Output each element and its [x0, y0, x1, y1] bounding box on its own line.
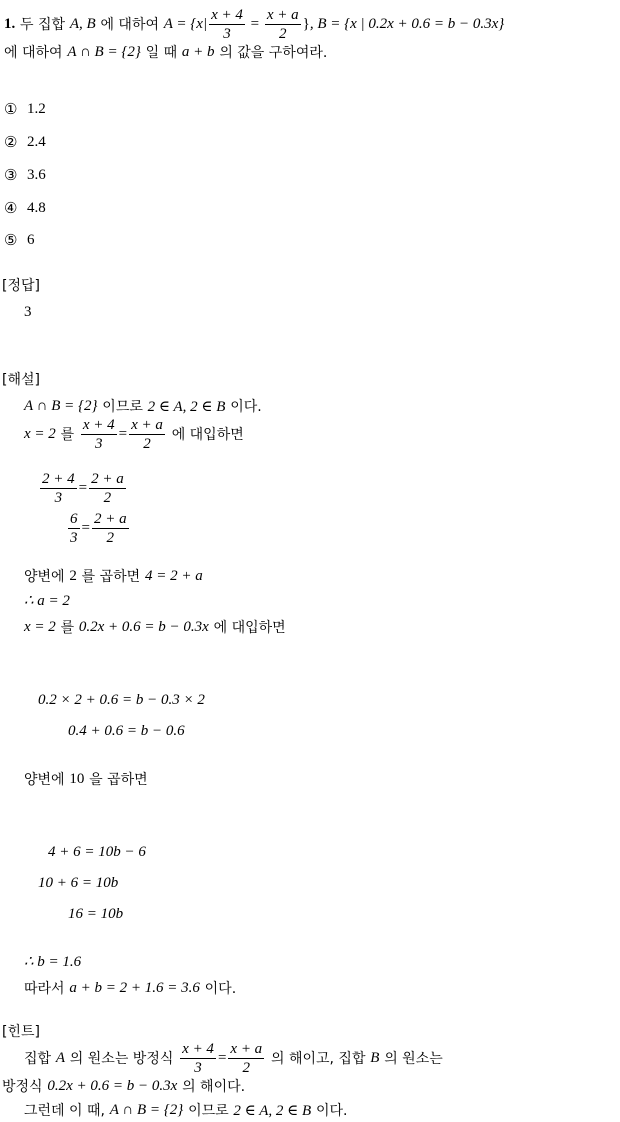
option-value: 2.4: [27, 133, 46, 150]
solution-text: 이다.: [230, 399, 262, 415]
solution-text: 를 곱하면: [81, 569, 141, 585]
solution-line-6: [24, 769, 148, 789]
equation-1: $\frac{2 + 4}{3}$ = $\frac{2 + a}{2}$: [42, 470, 124, 506]
math-expr: A ∩ B = {2}: [109, 1101, 184, 1118]
fraction: [81, 416, 117, 453]
numerator: 2 + 4: [42, 470, 75, 487]
hint-line-1: [24, 1038, 443, 1078]
numerator: 2 + a: [93, 510, 127, 527]
equation-7: 16 = 10b: [68, 906, 124, 922]
problem-text: 의 값을 구하여라.: [219, 45, 328, 61]
denominator: 3: [194, 1059, 202, 1076]
hint-text: 이다.: [315, 1103, 348, 1119]
equation-3: 0.2 × 2 + 0.6 = b − 0.3 × 2: [38, 692, 205, 708]
solution-line-8: [24, 978, 236, 998]
math-expr: 2 ∈ A, 2 ∈ B: [147, 398, 226, 415]
fraction: [209, 6, 245, 43]
equation-2: $\frac{6}{3}$ = $\frac{2 + a}{2}$: [70, 510, 127, 546]
hint-text: 의 원소는 방정식: [69, 1051, 174, 1067]
option-value: 1.2: [27, 100, 46, 117]
problem-number: 1.: [4, 15, 16, 32]
math-expr: x = 2: [24, 425, 56, 442]
fraction: [265, 6, 301, 43]
math-expr: , B = {x | 0.2x + 0.6 = b − 0.3x}: [309, 15, 505, 32]
option-3[interactable]: [4, 166, 46, 184]
denominator: 3: [223, 25, 231, 42]
hint-text: 이므로: [188, 1103, 229, 1119]
option-4[interactable]: [4, 199, 46, 217]
equation-5: 4 + 6 = 10b − 6: [48, 844, 146, 860]
denominator: 2: [103, 489, 112, 506]
option-5[interactable]: [4, 231, 35, 249]
problem-line-2: [4, 42, 327, 62]
problem-line-1: 1. 두 집합 A, B 에 대하여 A = {x| $\frac{x + 4}{3}$ = $\frac{x + a}{2}$ } , B = {x | 0.2x + 0.6 = b − 0.3x}: [4, 6, 505, 42]
equation-6: 10 + 6 = 10b: [38, 875, 119, 891]
fraction: [180, 1040, 216, 1077]
solution-line-5: [24, 617, 286, 637]
problem-text: 두 집합: [20, 17, 66, 33]
problem-text: 에 대하여: [4, 45, 63, 61]
numerator: 6: [70, 510, 78, 527]
numerator: x + 4: [211, 6, 243, 23]
numerator: x + a: [230, 1040, 263, 1057]
option-value: 6: [27, 231, 35, 248]
option-mark: ④: [4, 199, 18, 217]
hint-line-3: [24, 1100, 347, 1120]
solution-text: 이므로: [102, 399, 143, 415]
solution-text: 를: [60, 427, 75, 443]
numerator: x + 4: [82, 416, 115, 433]
hint-text: 집합: [24, 1051, 52, 1067]
math-expr: A ∩ B = {2}: [67, 43, 141, 60]
answer-value: 3: [24, 304, 32, 320]
fraction: [129, 416, 165, 453]
math-expr: 2: [69, 567, 77, 584]
solution-text: 를: [60, 620, 75, 636]
equation-4: 0.4 + 0.6 = b − 0.6: [68, 723, 185, 739]
solution-line-3: [24, 566, 203, 586]
numerator: 2 + a: [91, 470, 124, 487]
fraction: [92, 510, 129, 547]
solution-text: 양변에: [24, 772, 65, 788]
solution-line-7: ∴ b = 1.6: [24, 954, 82, 970]
option-mark: ②: [4, 133, 18, 151]
hint-label: [힌트]: [2, 1024, 40, 1040]
math-expr: B: [370, 1049, 380, 1066]
option-value: 3.6: [27, 166, 46, 183]
solution-text: 양변에: [24, 569, 65, 585]
math-expr: 0.2x + 0.6 = b − 0.3x: [47, 1077, 178, 1094]
problem-text: 일 때: [145, 45, 178, 61]
answer-label: [정답]: [2, 278, 40, 294]
solution-line-4: ∴ a = 2: [24, 593, 70, 609]
hint-text: 그런데 이 때,: [24, 1103, 105, 1119]
denominator: 2: [278, 25, 287, 42]
denominator: 2: [143, 435, 151, 452]
solution-line-1: [24, 396, 262, 416]
solution-line-2: [24, 414, 244, 454]
equals-sign: =: [118, 425, 128, 442]
math-expr: a + b = 2 + 1.6 = 3.6: [69, 979, 200, 996]
denominator: 3: [54, 489, 63, 506]
denominator: 2: [242, 1059, 251, 1076]
math-expr: 0.2x + 0.6 = b − 0.3x: [78, 618, 209, 635]
math-expr: 10: [69, 770, 85, 787]
numerator: x + a: [266, 6, 299, 23]
solution-text: 을 곱하면: [89, 772, 148, 788]
math-expr: 4 = 2 + a: [144, 567, 203, 584]
option-mark: ①: [4, 100, 18, 118]
solution-text: 따라서: [24, 981, 65, 997]
math-expr: A: [55, 1049, 66, 1066]
math-expr: 2 ∈ A, 2 ∈ B: [233, 1102, 312, 1119]
equals-sign: =: [217, 1049, 227, 1066]
denominator: 3: [70, 529, 78, 546]
math-expr: A, B: [69, 15, 96, 32]
solution-text: 에 대입하면: [171, 427, 244, 443]
denominator: 3: [95, 435, 103, 452]
math-expr: A ∩ B = {2}: [24, 397, 98, 414]
option-1[interactable]: [4, 100, 46, 118]
math-expr: A = {x|: [163, 15, 208, 32]
numerator: x + a: [131, 416, 163, 433]
fraction: [40, 470, 77, 507]
option-mark: ⑤: [4, 231, 18, 249]
solution-text: 이다.: [204, 981, 237, 997]
hint-line-2: [2, 1076, 245, 1096]
hint-text: 의 해이다.: [182, 1079, 246, 1095]
fraction: [228, 1040, 264, 1077]
math-expr: a + b: [181, 43, 215, 60]
hint-text: 방정식: [2, 1079, 43, 1095]
fraction: [89, 470, 126, 507]
hint-text: 의 원소는: [384, 1051, 443, 1067]
hint-text: 의 해이고, 집합: [270, 1051, 366, 1067]
denominator: 2: [106, 529, 115, 546]
option-2[interactable]: [4, 133, 46, 151]
solution-text: 에 대입하면: [213, 620, 286, 636]
math-expr: x = 2: [24, 618, 56, 635]
numerator: x + 4: [182, 1040, 214, 1057]
fraction: [68, 510, 80, 547]
option-mark: ③: [4, 166, 18, 184]
solution-label: [해설]: [2, 372, 40, 388]
problem-text: 에 대하여: [100, 17, 159, 33]
option-value: 4.8: [27, 199, 46, 216]
